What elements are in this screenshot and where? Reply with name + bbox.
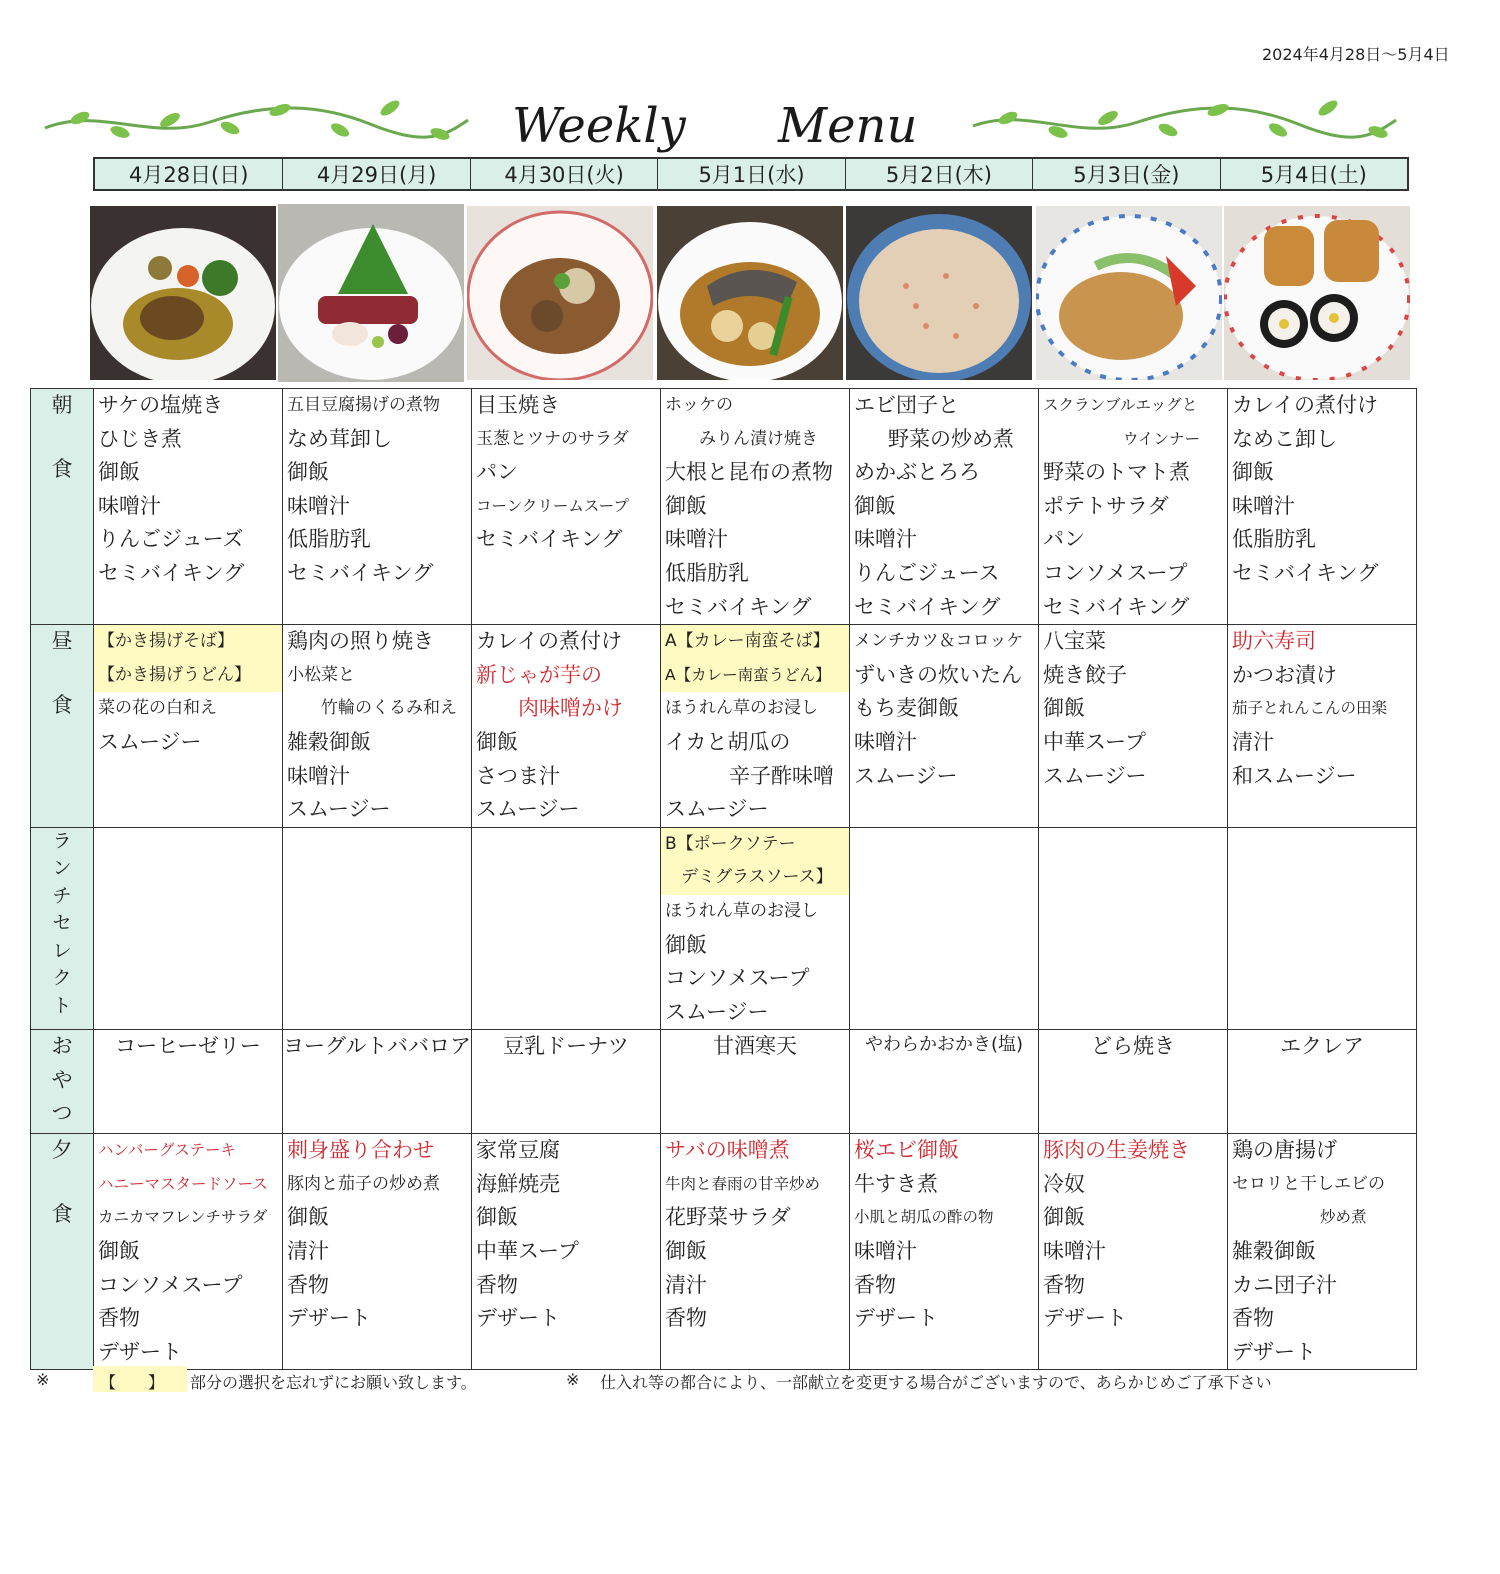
menu-item: 雑穀御飯 [1232,1239,1316,1264]
day-header-row [93,157,1409,191]
menu-item: 鶏の唐揚げ [1232,1138,1337,1163]
menu-item: セミバイキング [854,594,1001,619]
breakfast-cell [1039,389,1228,625]
menu-item: スムージー [98,729,202,754]
menu-item: ポテトサラダ [1043,493,1169,518]
menu-item: 家常豆腐 [476,1138,560,1163]
menu-item: 目玉焼き [476,393,560,417]
selectable-menu-item: B【ポークソテー [661,828,849,862]
breakfast-cell [283,389,472,625]
menu-item: 御飯 [665,493,707,518]
day-header: 4月29日(月) [282,159,469,189]
vine-right-decoration [968,96,1400,152]
snack-cell: ヨーグルトババロア [283,1030,472,1134]
day-header: 5月1日(水) [657,159,844,189]
menu-item: ハンバーグステーキ [98,1141,236,1160]
selectable-menu-item: デミグラスソース】 [661,861,849,895]
menu-item: かつお漬け [1232,662,1337,687]
menu-item: 味噌汁 [1043,1239,1106,1264]
lunch-select-cell [1039,827,1228,1030]
menu-item: スムージー [476,797,580,822]
menu-item: スムージー [1043,763,1147,788]
menu-item: さつま汁 [476,763,560,788]
menu-item: 新じゃが芋の [476,662,602,687]
nikujaga-photo [467,206,653,380]
menu-item: サバの味噌煮 [665,1138,790,1163]
menu-item: 菜の花の白和え [98,698,217,719]
footer-bracket: 【 】 [100,1373,165,1392]
menu-item: コンソメスープ [665,966,810,991]
dinner-cell [850,1134,1039,1370]
day-header: 4月28日(日) [95,159,282,189]
menu-item: 味噌汁 [98,493,161,518]
breakfast-cell [850,389,1039,625]
menu-item: 御飯 [1232,460,1274,485]
menu-item: カニカマフレンチサラダ [98,1208,268,1227]
menu-item: 味噌汁 [854,1239,917,1264]
menu-item: スムージー [854,763,958,788]
menu-item: めかぶとろろ [854,460,980,485]
breakfast-cell [472,389,661,625]
menu-item: 味噌汁 [854,527,917,552]
menu-item: デザート [1232,1339,1316,1364]
menu-item: 野菜の炒め煮 [888,426,1014,451]
dinner-row [31,1134,1417,1370]
menu-item: みりん漬け焼き [699,428,818,449]
snack-cell: エクレア [1228,1030,1417,1134]
menu-item: スムージー [287,797,391,822]
menu-item: セミバイキング [1232,560,1379,585]
lunch-select-cell [472,827,661,1030]
menu-item: ずいきの炊いたん [854,662,1022,687]
menu-item: 味噌汁 [854,729,917,754]
menu-item: 御飯 [1043,1205,1085,1230]
lunch-select-row [31,827,1417,1030]
menu-item: 御飯 [476,1205,518,1230]
menu-item: デザート [98,1339,182,1364]
menu-item: 中華スープ [476,1239,579,1264]
lunch-row [31,625,1417,828]
day-header: 5月2日(木) [845,159,1032,189]
menu-item: カニ団子汁 [1232,1272,1337,1297]
weekly-menu-table [30,388,1417,1370]
title-menu: Menu [778,98,918,154]
snack-cell: どら焼き [1039,1030,1228,1134]
menu-item: 御飯 [665,1239,707,1264]
lunch-select-label: ラ ン チ セ レ ク ト [31,827,94,1030]
menu-item: デザート [287,1306,371,1331]
menu-item: 辛子酢味噌 [729,763,834,788]
menu-item: 炒め煮 [1320,1208,1367,1227]
menu-item: 香物 [665,1306,707,1331]
dinner-cell [472,1134,661,1370]
dinner-cell [283,1134,472,1370]
menu-item: 鶏肉の照り焼き [287,629,434,654]
menu-item: ひじき煮 [98,426,182,451]
menu-item: 中華スープ [1043,729,1146,754]
menu-item: 御飯 [287,1205,329,1230]
footer-mark: ※ [36,1370,50,1389]
menu-item: ウインナー [1123,429,1201,448]
day-header: 5月4日(土) [1220,159,1407,189]
menu-item: 味噌汁 [665,527,728,552]
snack-cell: 豆乳ドーナツ [472,1030,661,1134]
menu-item: ほうれん草のお浸し [665,698,818,719]
menu-item: コンソメスープ [98,1272,243,1297]
menu-item: スムージー [665,999,769,1024]
lunch-cell [661,625,850,828]
lunch-select-cell [850,827,1039,1030]
menu-item: 御飯 [476,729,518,754]
dinner-label: 夕 食 [31,1134,94,1370]
footer-note-selection: 部分の選択を忘れずにお願い致します。 [190,1373,477,1392]
menu-item: 清汁 [1232,729,1274,754]
hamburg-steak-photo [90,206,276,380]
lunch-select-cell [1228,827,1417,1030]
menu-item: 香物 [476,1272,518,1297]
menu-item: セミバイキング [665,594,812,619]
dinner-cell [661,1134,850,1370]
snack-row [31,1030,1417,1134]
menu-item: 香物 [854,1272,896,1297]
lunch-cell [1039,625,1228,828]
breakfast-cell [1228,389,1417,625]
menu-item: 牛肉と春雨の甘辛炒め [665,1174,821,1193]
lunch-cell [850,625,1039,828]
menu-item: 助六寿司 [1232,629,1316,654]
vine-left-decoration [40,96,472,152]
dinner-cell [94,1134,283,1370]
menu-item: なめ茸卸し [287,426,392,451]
menu-item: 豚肉と茄子の炒め煮 [287,1173,440,1194]
menu-item: 御飯 [98,460,140,485]
day-header: 4月30日(火) [470,159,657,189]
menu-item: ほうれん草のお浸し [665,900,818,921]
menu-item: メンチカツ＆コロッケ [854,631,1024,652]
menu-item: もち麦御飯 [854,696,959,721]
lunch-cell [472,625,661,828]
menu-item: 八宝菜 [1043,629,1106,654]
menu-item: 香物 [287,1272,329,1297]
menu-item: 牛すき煮 [854,1171,938,1196]
menu-item: 焼き餃子 [1043,662,1127,687]
menu-item: 香物 [1232,1306,1274,1331]
menu-item: コーンクリームスープ [476,496,629,515]
menu-item: 五目豆腐揚げの煮物 [287,395,440,415]
date-range: 2024年4月28日～5月4日 [1262,45,1450,64]
menu-item: 大根と昆布の煮物 [665,460,833,485]
menu-item: 味噌汁 [1232,493,1295,518]
menu-item: 花野菜サラダ [665,1205,791,1230]
menu-item: 雑穀御飯 [287,729,371,754]
menu-item: 味噌汁 [287,763,350,788]
menu-item: 清汁 [287,1239,329,1264]
menu-item: 御飯 [98,1239,140,1264]
menu-item: パン [1043,527,1085,552]
title-weekly: Weekly [512,98,686,154]
day-header: 5月3日(金) [1032,159,1219,189]
breakfast-cell [661,389,850,625]
lunch-select-cell [94,827,283,1030]
menu-item: セミバイキング [1043,594,1190,619]
menu-item: 肉味噌かけ [518,696,623,721]
menu-item: ハニーマスタードソース [98,1174,268,1193]
menu-item: 桜エビ御飯 [854,1138,959,1163]
menu-item: 御飯 [1043,696,1085,721]
menu-item: デザート [854,1306,938,1331]
menu-item: なめこ卸し [1232,426,1337,451]
menu-item: カレイの煮付け [476,629,622,654]
menu-item: 御飯 [854,493,896,518]
dinner-cell [1228,1134,1417,1370]
selectable-menu-item: 【かき揚げそば】 [94,625,282,659]
menu-item: 野菜のトマト煮 [1043,460,1190,485]
selectable-menu-item: A【カレー南蛮そば】 [661,625,849,659]
menu-item: 小肌と胡瓜の酢の物 [854,1208,994,1227]
menu-item: コンソメスープ [1043,560,1188,585]
lunch-cell [1228,625,1417,828]
menu-item: エビ団子と [854,393,959,417]
menu-item: 和スムージー [1232,763,1357,788]
lunch-cell [94,625,283,828]
selectable-menu-item: 【かき揚げうどん】 [94,659,282,693]
menu-item: 海鮮焼売 [476,1171,560,1196]
menu-item: ホッケの [665,395,733,415]
lunch-select-cell [661,827,850,1030]
menu-item: りんごジュース [854,560,1000,585]
dinner-cell [1039,1134,1228,1370]
sashimi-photo [278,204,464,382]
menu-item: 低脂肪乳 [1232,527,1316,552]
menu-item: セミバイキング [287,560,434,585]
breakfast-label: 朝 食 [31,389,94,625]
menu-item: スムージー [665,797,769,822]
menu-item: 玉葱とツナのサラダ [476,428,629,449]
menu-item: 香物 [1043,1272,1085,1297]
menu-item: セミバイキング [476,527,623,552]
menu-item: 小松菜と [287,664,355,685]
lunch-label: 昼 食 [31,625,94,828]
menu-item: パン [476,460,518,485]
sakura-ebi-rice-photo [846,206,1032,380]
menu-item: デザート [476,1306,560,1331]
menu-item: 刺身盛り合わせ [287,1138,434,1163]
menu-item: サケの塩焼き [98,393,224,417]
ginger-pork-photo [1036,206,1222,380]
breakfast-cell [94,389,283,625]
menu-item: イカと胡瓜の [665,729,791,754]
menu-item: 御飯 [287,460,329,485]
menu-item: カレイの煮付け [1232,393,1378,417]
menu-item: デザート [1043,1306,1127,1331]
lunch-select-cell [283,827,472,1030]
breakfast-row [31,389,1417,625]
footer-note-changes: 仕入れ等の都合により、一部献立を変更する場合がございますので、あらかじめご了承下さい [600,1373,1272,1392]
footer-mark: ※ [566,1370,580,1389]
menu-item: 竹輪のくるみ和え [321,698,457,719]
snack-label: お や つ [31,1030,94,1134]
selectable-menu-item: A【カレー南蛮うどん】 [661,659,849,693]
menu-item: 御飯 [665,932,707,957]
menu-item: 茄子とれんこんの田楽 [1232,699,1388,718]
menu-item: 冷奴 [1043,1171,1085,1196]
menu-item: 香物 [98,1306,140,1331]
saba-miso-photo [657,206,843,380]
snack-cell: 甘酒寒天 [661,1030,850,1134]
menu-item: セロリと干しエビの [1232,1173,1385,1194]
menu-item: りんごジューズ [98,527,244,552]
menu-item: 豚肉の生姜焼き [1043,1138,1190,1163]
snack-cell: やわらかおかき(塩) [850,1030,1039,1134]
menu-item: スクランブルエッグと [1043,396,1198,414]
menu-item: セミバイキング [98,560,245,585]
sukeroku-sushi-photo [1224,206,1410,380]
menu-item: 清汁 [665,1272,707,1297]
menu-item: 低脂肪乳 [287,527,371,552]
lunch-cell [283,625,472,828]
menu-item: 低脂肪乳 [665,560,749,585]
menu-item: 味噌汁 [287,493,350,518]
snack-cell: コーヒーゼリー [94,1030,283,1134]
